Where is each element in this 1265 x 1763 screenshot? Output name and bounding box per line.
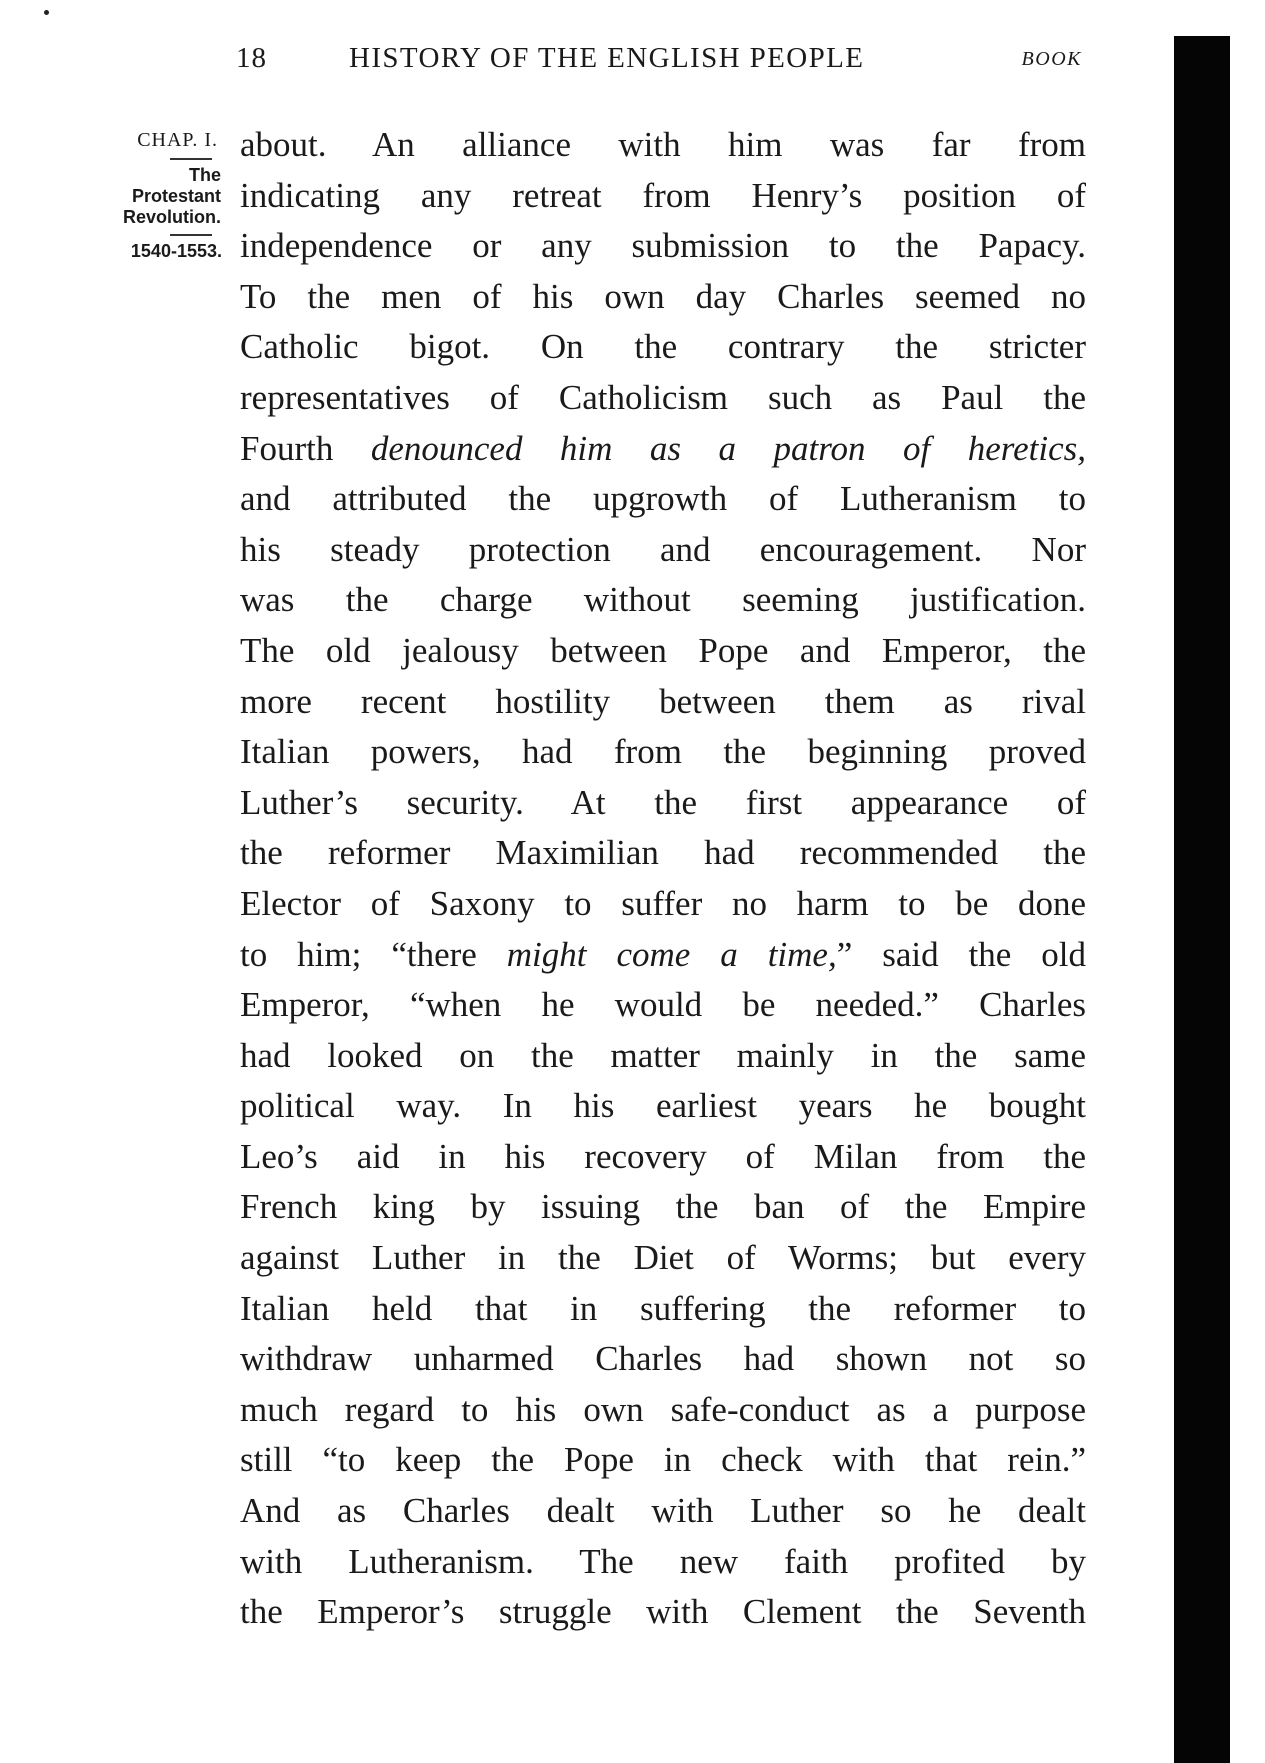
chapter-label: CHAP. I. [137,129,218,151]
text-line: still “to keep the Pope in check with that rein.” [240,1440,1086,1480]
page-number: 18 [236,42,267,74]
text-line: independence or any submission to the Papacy. [240,226,1086,266]
text-line: French king by issuing the ban of the Empire [240,1187,1086,1227]
text-line: about. An alliance with him was far from [240,125,1086,164]
text-line: more recent hostility between them as rival [240,681,1086,721]
text-line: the Emperor’s struggle with Clement the Seventh [240,1592,1086,1632]
italic-text: might come a time, [506,934,837,974]
date-range: 1540-1553. [130,241,222,261]
sidenote-line-3: Revolution. [123,207,221,227]
text-line: To the men of his own day Charles seemed no [240,276,1086,316]
text-line: Emperor, “when he would be needed.” Charles [240,985,1086,1025]
text-line: with Lutheranism. The new faith profited by [240,1541,1086,1581]
text-line: was the charge without seeming justification. [240,580,1086,620]
text-line [240,930,1086,981]
text-line [240,424,1086,475]
running-title: HISTORY OF THE ENGLISH PEOPLE [349,42,865,74]
italic-text: denounced him as a patron of heretics, [370,428,1086,468]
text-line: the reformer Maximilian had recommended the [240,833,1086,873]
text-line: Italian powers, had from the beginning proved [240,732,1086,772]
text-line: withdraw unharmed Charles had shown not so [240,1339,1086,1379]
text-line: Luther’s security. At the first appearance of [240,782,1086,822]
text-line: Elector of Saxony to suffer no harm to be done [240,883,1086,923]
text-line: much regard to his own safe-conduct as a purpose [240,1389,1086,1429]
text-fragment: Fourth [240,428,371,468]
margin-notes [84,128,224,262]
margin-rule [170,234,212,236]
text-line: Leo’s aid in his recovery of Milan from the [240,1136,1086,1176]
text-line: and attributed the upgrowth of Lutheranism to [240,479,1086,519]
sidenote-line-2: Protestant [131,186,221,206]
text-fragment: ” said the old [836,934,1086,974]
text-line: had looked on the matter mainly in the same [240,1035,1086,1075]
body-text [240,120,1086,1638]
text-line: political way. In his earliest years he bought [240,1086,1086,1126]
text-line: Catholic bigot. On the contrary the stricter [240,327,1086,367]
text-line: indicating any retreat from Henry’s position of [240,175,1086,215]
running-header [236,42,1086,82]
text-line: against Luther in the Diet of Worms; but every [240,1238,1086,1278]
book-label: BOOK [1021,48,1082,70]
text-line: representatives of Catholicism such as Paul the [240,377,1086,417]
margin-rule [170,158,212,160]
text-fragment: to him; “there [240,934,507,974]
text-line: And as Charles dealt with Luther so he dealt [240,1491,1086,1531]
stray-ink-dot [44,10,49,15]
scan-edge-bar [1174,36,1230,1763]
text-line: his steady protection and encouragement. Nor [240,529,1086,569]
text-line: The old jealousy between Pope and Emperor, the [240,630,1086,670]
sidenote-line-1: The [188,165,221,185]
text-line: Italian held that in suffering the reformer to [240,1288,1086,1328]
